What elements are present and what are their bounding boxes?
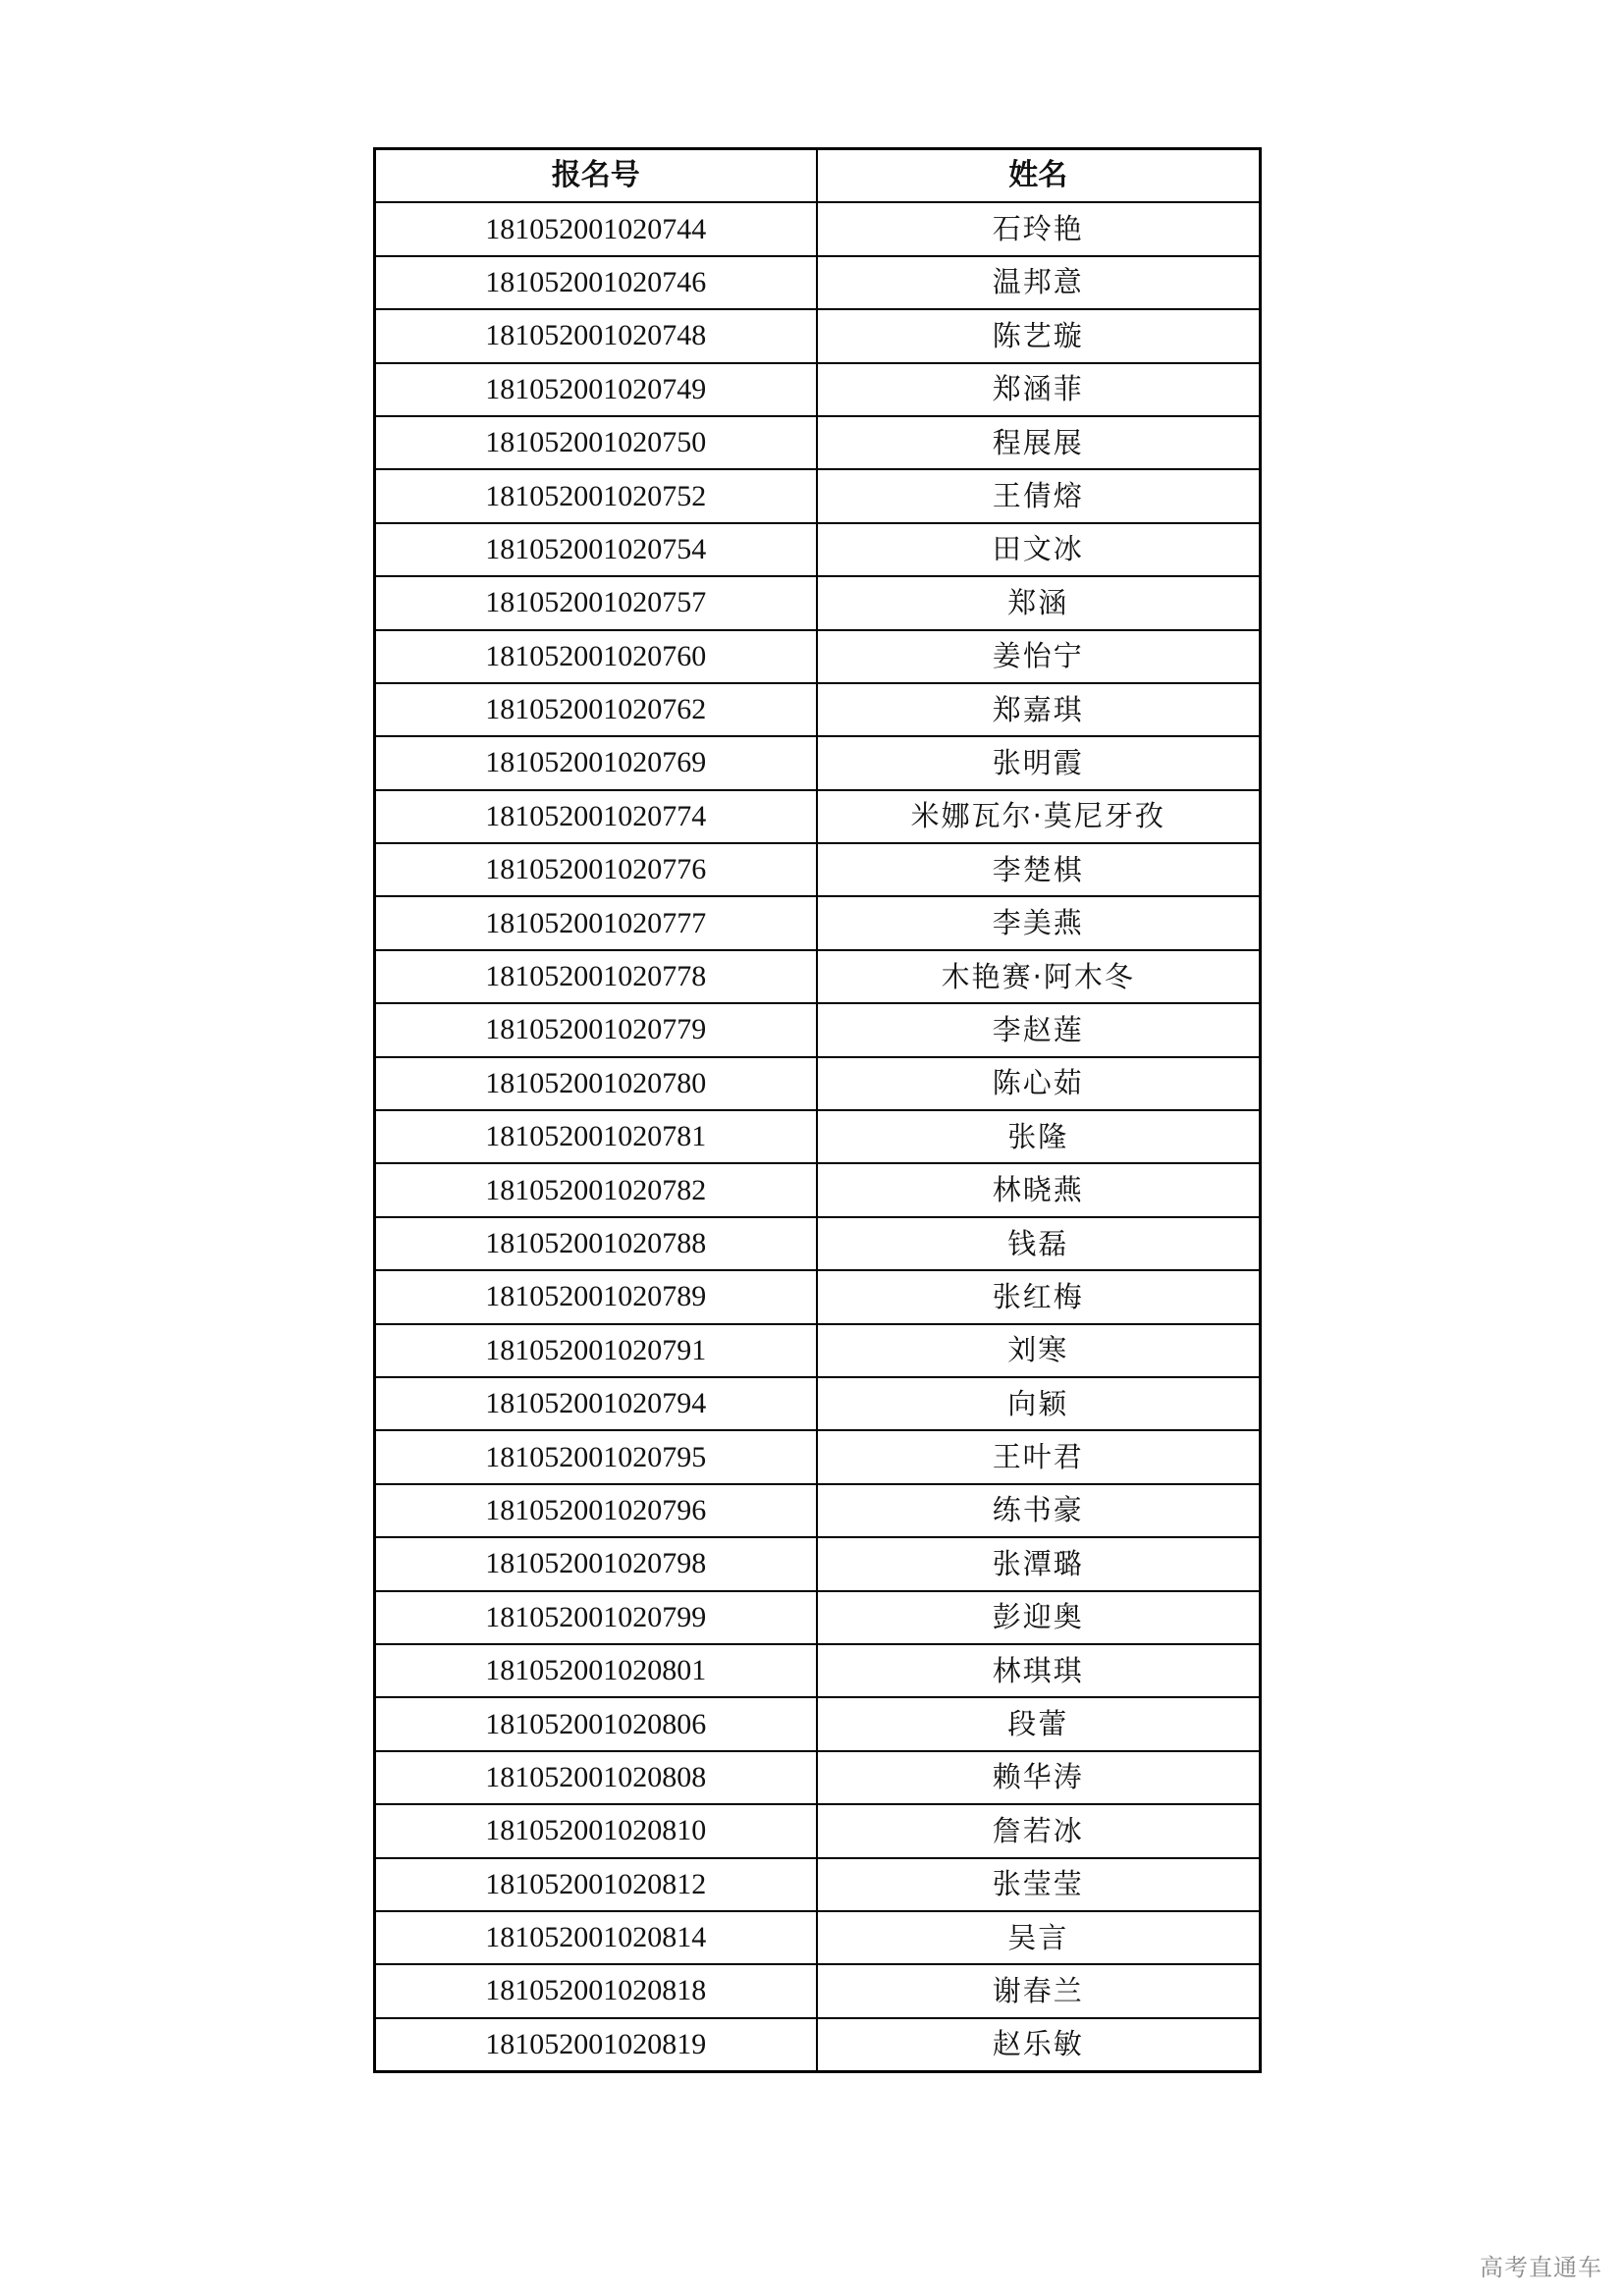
registration-number-cell: 181052001020794 — [375, 1377, 817, 1430]
table-row — [375, 1003, 1261, 1056]
name-cell: 王倩熔 — [817, 469, 1261, 522]
name-cell: 程展展 — [817, 416, 1261, 469]
name-cell: 林琪琪 — [817, 1644, 1261, 1697]
registration-number-cell: 181052001020812 — [375, 1858, 817, 1911]
registration-number-cell: 181052001020760 — [375, 630, 817, 683]
registration-number-cell: 181052001020754 — [375, 523, 817, 576]
watermark-logo-text: 高考直通车 — [1480, 2254, 1602, 2281]
registration-number-cell: 181052001020782 — [375, 1163, 817, 1216]
registration-number-cell: 181052001020779 — [375, 1003, 817, 1056]
name-cell: 田文冰 — [817, 523, 1261, 576]
table-row — [375, 736, 1261, 789]
registration-number-cell: 181052001020752 — [375, 469, 817, 522]
registration-number-cell: 181052001020818 — [375, 1964, 817, 2017]
name-cell: 向颖 — [817, 1377, 1261, 1430]
registration-number-cell: 181052001020762 — [375, 683, 817, 736]
name-cell: 石玲艳 — [817, 202, 1261, 255]
registration-number-cell: 181052001020796 — [375, 1484, 817, 1537]
registration-number-cell: 181052001020808 — [375, 1751, 817, 1804]
table-row — [375, 1057, 1261, 1110]
name-cell: 赵乐敏 — [817, 2018, 1261, 2072]
header-name: 姓名 — [817, 149, 1261, 203]
name-cell: 刘寒 — [817, 1324, 1261, 1377]
table-row — [375, 950, 1261, 1003]
name-cell: 彭迎奥 — [817, 1591, 1261, 1644]
registration-number-cell: 181052001020746 — [375, 256, 817, 309]
name-cell: 姜怡宁 — [817, 630, 1261, 683]
table-row — [375, 469, 1261, 522]
name-cell: 谢春兰 — [817, 1964, 1261, 2017]
registration-number-cell: 181052001020776 — [375, 843, 817, 896]
header-row — [375, 149, 1261, 203]
registration-number-cell: 181052001020791 — [375, 1324, 817, 1377]
table-row — [375, 202, 1261, 255]
table-row — [375, 1163, 1261, 1216]
table-row — [375, 1217, 1261, 1270]
name-cell: 木艳赛·阿木冬 — [817, 950, 1261, 1003]
registration-number-cell: 181052001020795 — [375, 1430, 817, 1483]
table-row — [375, 256, 1261, 309]
name-cell: 陈心茹 — [817, 1057, 1261, 1110]
registration-number-cell: 181052001020788 — [375, 1217, 817, 1270]
name-cell: 张莹莹 — [817, 1858, 1261, 1911]
table-row — [375, 1537, 1261, 1590]
table-row — [375, 1858, 1261, 1911]
name-cell: 李楚棋 — [817, 843, 1261, 896]
table-row — [375, 1751, 1261, 1804]
name-cell: 钱磊 — [817, 1217, 1261, 1270]
registration-number-cell: 181052001020780 — [375, 1057, 817, 1110]
registration-number-cell: 181052001020757 — [375, 576, 817, 629]
table-row — [375, 1110, 1261, 1163]
name-cell: 张隆 — [817, 1110, 1261, 1163]
table-row — [375, 1430, 1261, 1483]
name-cell: 郑嘉琪 — [817, 683, 1261, 736]
header-registration-number: 报名号 — [375, 149, 817, 203]
table-row — [375, 1270, 1261, 1323]
name-cell: 温邦意 — [817, 256, 1261, 309]
registration-number-cell: 181052001020774 — [375, 790, 817, 843]
table-header — [375, 149, 1261, 203]
table-row — [375, 1591, 1261, 1644]
table-row — [375, 576, 1261, 629]
table-row — [375, 1377, 1261, 1430]
name-cell: 张明霞 — [817, 736, 1261, 789]
registration-number-cell: 181052001020806 — [375, 1697, 817, 1750]
table-row — [375, 683, 1261, 736]
table-row — [375, 363, 1261, 416]
name-cell: 张潭璐 — [817, 1537, 1261, 1590]
table-row — [375, 1324, 1261, 1377]
table-row — [375, 309, 1261, 362]
table-row — [375, 1697, 1261, 1750]
table-row — [375, 523, 1261, 576]
registration-number-cell: 181052001020801 — [375, 1644, 817, 1697]
table-row — [375, 843, 1261, 896]
registration-number-cell: 181052001020789 — [375, 1270, 817, 1323]
registration-number-cell: 181052001020799 — [375, 1591, 817, 1644]
name-cell: 练书豪 — [817, 1484, 1261, 1537]
name-cell: 吴言 — [817, 1911, 1261, 1964]
name-cell: 郑涵菲 — [817, 363, 1261, 416]
table-body — [375, 202, 1261, 2071]
name-cell: 李赵莲 — [817, 1003, 1261, 1056]
registration-number-cell: 181052001020744 — [375, 202, 817, 255]
table-row — [375, 896, 1261, 949]
registration-number-cell: 181052001020778 — [375, 950, 817, 1003]
name-cell: 李美燕 — [817, 896, 1261, 949]
registration-number-cell: 181052001020814 — [375, 1911, 817, 1964]
name-cell: 张红梅 — [817, 1270, 1261, 1323]
name-cell: 陈艺璇 — [817, 309, 1261, 362]
registration-number-cell: 181052001020810 — [375, 1804, 817, 1857]
registration-number-cell: 181052001020781 — [375, 1110, 817, 1163]
table-row — [375, 2018, 1261, 2072]
table-row — [375, 790, 1261, 843]
name-cell: 郑涵 — [817, 576, 1261, 629]
table-row — [375, 1911, 1261, 1964]
table-row — [375, 416, 1261, 469]
registration-table — [373, 147, 1262, 2073]
registration-number-cell: 181052001020749 — [375, 363, 817, 416]
name-cell: 赖华涛 — [817, 1751, 1261, 1804]
registration-number-cell: 181052001020769 — [375, 736, 817, 789]
table-row — [375, 1964, 1261, 2017]
table-row — [375, 1644, 1261, 1697]
registration-number-cell: 181052001020750 — [375, 416, 817, 469]
name-cell: 詹若冰 — [817, 1804, 1261, 1857]
registration-number-cell: 181052001020819 — [375, 2018, 817, 2072]
name-cell: 段蕾 — [817, 1697, 1261, 1750]
registration-number-cell: 181052001020748 — [375, 309, 817, 362]
table-row — [375, 1804, 1261, 1857]
registration-number-cell: 181052001020777 — [375, 896, 817, 949]
name-cell: 王叶君 — [817, 1430, 1261, 1483]
name-cell: 林晓燕 — [817, 1163, 1261, 1216]
name-cell: 米娜瓦尔·莫尼牙孜 — [817, 790, 1261, 843]
table-row — [375, 630, 1261, 683]
registration-number-cell: 181052001020798 — [375, 1537, 817, 1590]
table-row — [375, 1484, 1261, 1537]
